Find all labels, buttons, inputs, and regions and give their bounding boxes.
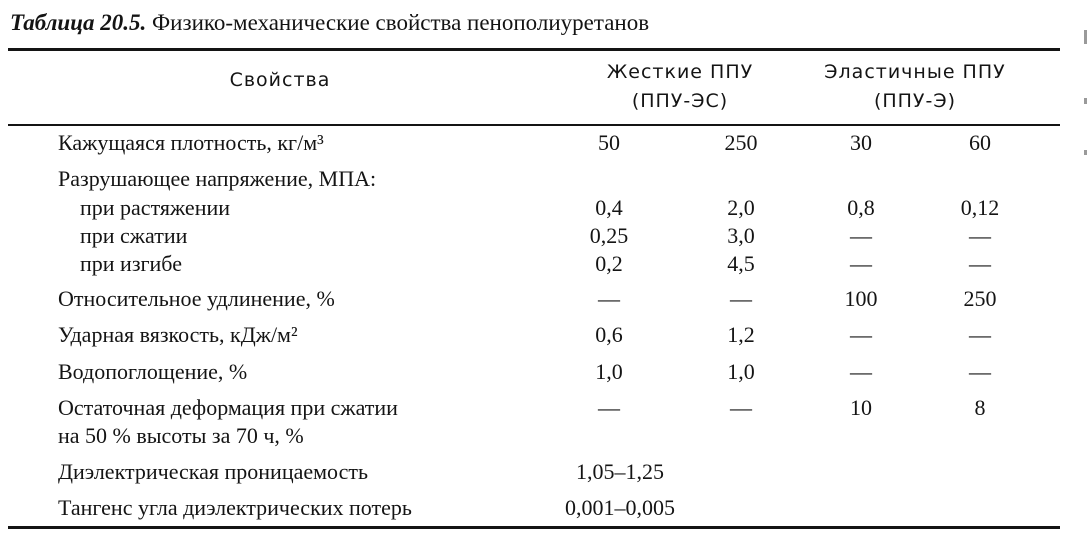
table-caption bbox=[10, 8, 649, 38]
row-tension-elastic-2: 0,12 bbox=[960, 195, 1000, 220]
header-rigid-line2: (ППУ-ЭС) bbox=[631, 90, 729, 112]
row-impact-elastic-1: — bbox=[850, 322, 872, 347]
row-density-elastic-2: 60 bbox=[969, 130, 991, 155]
row-bending-elastic-1: — bbox=[850, 251, 872, 276]
row-residual-label-line1: Остаточная деформация при сжатии bbox=[58, 395, 398, 420]
row-density-elastic-1: 30 bbox=[850, 130, 872, 155]
row-tension-rigid-1: 0,4 bbox=[595, 195, 623, 220]
row-compression-rigid-2: 3,0 bbox=[727, 223, 755, 248]
header-elastic-ppu bbox=[800, 58, 1030, 116]
row-water-rigid-2: 1,0 bbox=[727, 359, 755, 384]
row-elongation-rigid-1: — bbox=[598, 286, 620, 311]
row-dielectric-value: 1,05–1,25 bbox=[576, 459, 664, 484]
header-elastic-line1: Эластичные ППУ bbox=[824, 61, 1006, 83]
header-properties: Свойства bbox=[229, 69, 331, 91]
table-bottom-rule bbox=[8, 526, 1060, 529]
row-residual-rigid-2: — bbox=[730, 395, 752, 420]
row-bending-label: при изгибе bbox=[80, 251, 182, 276]
scan-edge-mark bbox=[1084, 150, 1087, 155]
row-stress-label: Разрушающее напряжение, МПА: bbox=[58, 166, 377, 191]
table-title: Физико-механические свойства пенополиуретанов bbox=[152, 10, 650, 35]
row-water-label: Водопоглощение, % bbox=[58, 359, 248, 384]
row-residual-rigid-1: — bbox=[598, 395, 620, 420]
row-water-elastic-1: — bbox=[850, 359, 872, 384]
row-tangent-label: Тангенс угла диэлектрических потерь bbox=[58, 495, 412, 520]
header-rigid-ppu bbox=[560, 58, 800, 116]
row-compression-label: при сжатии bbox=[80, 223, 188, 248]
row-elongation-rigid-2: — bbox=[730, 286, 752, 311]
row-compression-elastic-2: — bbox=[969, 223, 991, 248]
row-impact-rigid-1: 0,6 bbox=[595, 322, 623, 347]
row-impact-rigid-2: 1,2 bbox=[727, 322, 755, 347]
row-density-rigid-2: 250 bbox=[724, 130, 758, 155]
row-residual-label-line2: на 50 % высоты за 70 ч, % bbox=[58, 423, 304, 448]
row-elongation-elastic-2: 250 bbox=[963, 286, 997, 311]
scan-edge-mark bbox=[1084, 98, 1087, 104]
table-header-rule bbox=[8, 124, 1060, 126]
row-bending-rigid-1: 0,2 bbox=[595, 251, 623, 276]
table-number: Таблица 20.5. bbox=[10, 10, 147, 35]
row-tangent-value: 0,001–0,005 bbox=[565, 495, 675, 520]
row-density-rigid-1: 50 bbox=[598, 130, 620, 155]
row-tension-rigid-2: 2,0 bbox=[727, 195, 755, 220]
scan-edge-mark bbox=[1084, 30, 1087, 44]
row-residual-elastic-1: 10 bbox=[850, 395, 872, 420]
row-bending-rigid-2: 4,5 bbox=[727, 251, 755, 276]
header-elastic-line2: (ППУ-Э) bbox=[873, 90, 957, 112]
row-tension-label: при растяжении bbox=[80, 195, 231, 220]
row-bending-elastic-2: — bbox=[969, 251, 991, 276]
row-elongation-elastic-1: 100 bbox=[844, 286, 878, 311]
row-compression-elastic-1: — bbox=[850, 223, 872, 248]
row-water-elastic-2: — bbox=[969, 359, 991, 384]
row-dielectric-label: Диэлектрическая проницаемость bbox=[58, 459, 369, 484]
row-elongation-label: Относительное удлинение, % bbox=[58, 286, 335, 311]
row-compression-rigid-1: 0,25 bbox=[589, 223, 629, 248]
table-top-rule bbox=[8, 48, 1060, 51]
row-impact-label: Ударная вязкость, кДж/м² bbox=[58, 322, 298, 347]
header-rigid-line1: Жесткие ППУ bbox=[606, 61, 754, 83]
row-density-label: Кажущаяся плотность, кг/м³ bbox=[58, 130, 324, 155]
row-tension-elastic-1: 0,8 bbox=[847, 195, 875, 220]
row-impact-elastic-2: — bbox=[969, 322, 991, 347]
row-water-rigid-1: 1,0 bbox=[595, 359, 623, 384]
row-residual-elastic-2: 8 bbox=[974, 395, 986, 420]
